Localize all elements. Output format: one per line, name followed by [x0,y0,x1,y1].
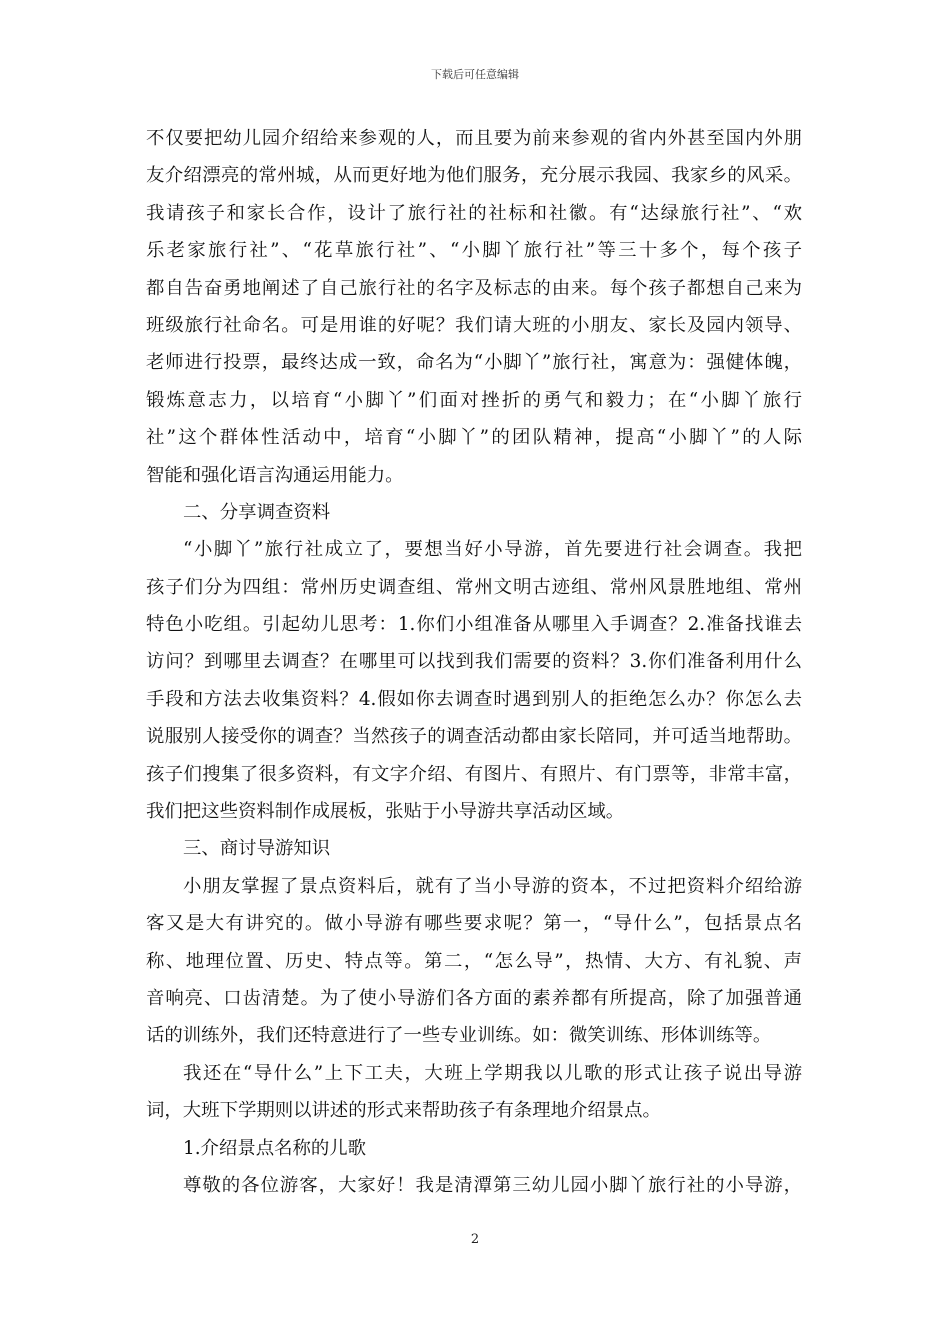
text-line: 称、地理位置、历史、特点等。第二，“怎么导”，热情、大方、有礼貌、声 [146,950,802,972]
text-line: 孩子们分为四组：常州历史调查组、常州文明古迹组、常州风景胜地组、常州 [146,576,802,598]
text-line: 尊敬的各位游客，大家好！我是清潭第三幼儿园小脚丫旅行社的小导游， [183,1174,802,1196]
text-line: 访问？到哪里去调查？在哪里可以找到我们需要的资料？3.你们准备利用什么 [146,651,802,673]
text-line: 乐老家旅行社”、“花草旅行社”、“小脚丫旅行社”等三十多个，每个孩子 [146,240,802,262]
page-number: 2 [470,1232,480,1247]
text-line: 锻炼意志力，以培育“小脚丫”们面对挫折的勇气和毅力；在“小脚丫旅行 [146,389,802,411]
subsection-heading: 1.介绍景点名称的儿歌 [183,1137,367,1159]
text-line: 音响亮、口齿清楚。为了使小导游们各方面的素养都有所提高，除了加强普通 [146,987,802,1009]
text-line: 话的训练外，我们还特意进行了一些专业训练。如：微笑训练、形体训练等。 [146,1025,772,1047]
page-header: 下载后可任意编辑 [431,68,519,81]
text-line: 词，大班下学期则以讲述的形式来帮助孩子有条理地介绍景点。 [146,1100,661,1122]
text-line: 客又是大有讲究的。做小导游有哪些要求呢？第一，“导什么”，包括景点名 [146,913,802,935]
text-line: 特色小吃组。引起幼儿思考：1.你们小组准备从哪里入手调查？2.准备找谁去 [146,614,802,636]
text-line: 都自告奋勇地阐述了自己旅行社的名字及标志的由来。每个孩子都想自己来为 [146,277,802,299]
text-line: 班级旅行社命名。可是用谁的好呢？我们请大班的小朋友、家长及园内领导、 [146,314,802,336]
text-line: 手段和方法去收集资料？4.假如你去调查时遇到别人的拒绝怎么办？你怎么去 [146,688,802,710]
text-line: 小朋友掌握了景点资料后，就有了当小导游的资本，不过把资料介绍给游 [183,875,802,897]
text-line: 我们把这些资料制作成展板，张贴于小导游共享活动区域。 [146,801,625,823]
text-line: 智能和强化语言沟通运用能力。 [146,464,404,486]
text-line: 友介绍漂亮的常州城，从而更好地为他们服务，充分展示我园、我家乡的风采。 [146,165,802,187]
section-heading-3: 三、商讨导游知识 [183,838,331,860]
text-line: 我请孩子和家长合作，设计了旅行社的社标和社徽。有“达绿旅行社”、“欢 [146,202,802,224]
text-line: 我还在“导什么”上下工夫，大班上学期我以儿歌的形式让孩子说出导游 [183,1062,802,1084]
text-line: 说服别人接受你的调查？当然孩子的调查活动都由家长陪同，并可适当地帮助。 [146,726,802,748]
text-line: 不仅要把幼儿园介绍给来参观的人，而且要为前来参观的省内外甚至国内外朋 [146,128,802,149]
text-line: 老师进行投票，最终达成一致，命名为“小脚丫”旅行社，寓意为：强健体魄， [146,352,802,374]
text-line: 孩子们搜集了很多资料，有文字介绍、有图片、有照片、有门票等，非常丰富， [146,763,802,785]
text-line: “小脚丫”旅行社成立了，要想当好小导游，首先要进行社会调查。我把 [183,539,802,561]
section-heading-2: 二、分享调查资料 [183,501,331,523]
text-line: 社”这个群体性活动中，培育“小脚丫”的团队精神，提高“小脚丫”的人际 [146,427,802,449]
document-body [146,120,802,1204]
